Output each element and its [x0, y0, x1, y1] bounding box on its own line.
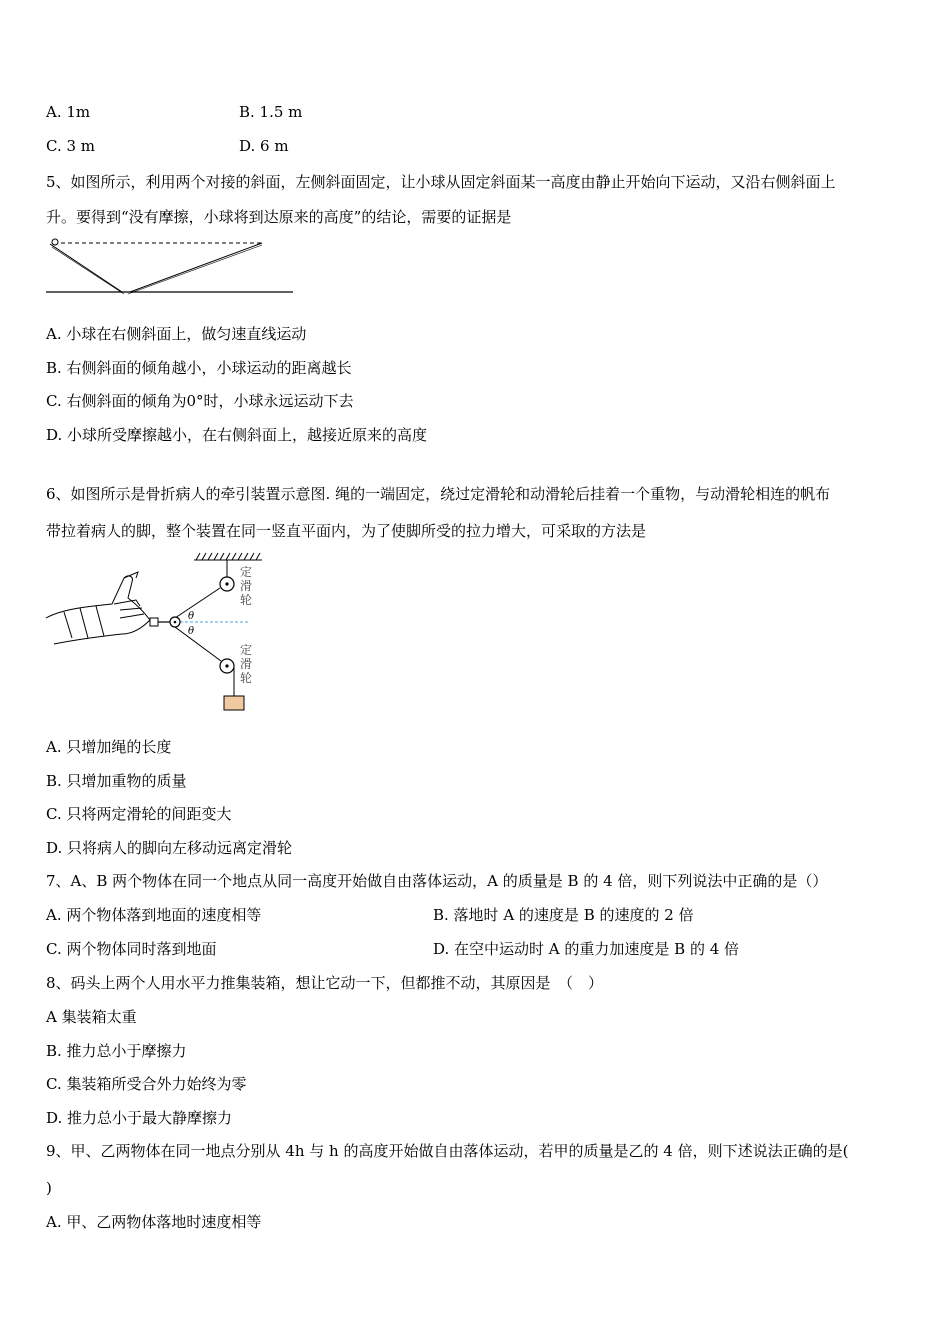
q6-option-b: B. 只增加重物的质量: [46, 772, 187, 790]
q8-stem: 8、码头上两个人用水平力推集装箱，想让它动一下，但都推不动，其原因是 （ ）: [46, 974, 604, 992]
q8-option-a: A 集装箱太重: [46, 1008, 137, 1026]
q7-option-c: C. 两个物体同时落到地面: [46, 940, 217, 958]
q5-option-b: B. 右侧斜面的倾角越小，小球运动的距离越长: [46, 359, 352, 377]
q9-stem-line1: 9、甲、乙两物体在同一地点分别从 4h 与 h 的高度开始做自由落体运动，若甲的质量是乙的 4 倍，则下述说法正确的是(: [46, 1142, 849, 1160]
q8-option-c: C. 集装箱所受合外力始终为零: [46, 1075, 247, 1093]
q5-ball: [52, 239, 58, 245]
q7-option-b: B. 落地时 A 的速度是 B 的速度的 2 倍: [433, 906, 694, 924]
q5-stem-line1: 5、如图所示，利用两个对接的斜面，左侧斜面固定，让小球从固定斜面某一高度由静止开始向下运动，又沿右侧斜面上: [46, 173, 836, 191]
q8-option-b: B. 推力总小于摩擦力: [46, 1042, 187, 1060]
q7-option-d: D. 在空中运动时 A 的重力加速度是 B 的 4 倍: [433, 940, 740, 958]
q6-upper-pulley-label-2: 滑: [240, 579, 253, 593]
q6-option-c: C. 只将两定滑轮的间距变大: [46, 805, 232, 823]
q5-option-c: C. 右侧斜面的倾角为0°时，小球永远运动下去: [46, 392, 354, 410]
q4-option-d: D. 6 m: [239, 137, 289, 155]
q6-option-d: D. 只将病人的脚向左移动远离定滑轮: [46, 839, 293, 857]
q9-option-a: A. 甲、乙两物体落地时速度相等: [46, 1213, 262, 1231]
q5-incline-figure: [40, 234, 300, 298]
q4-option-a: A. 1m: [46, 103, 91, 121]
q4-option-c: C. 3 m: [46, 137, 96, 155]
q6-lower-pulley-label-3: 轮: [240, 671, 253, 685]
q7-stem: 7、A、B 两个物体在同一个地点从同一高度开始做自由落体运动，A 的质量是 B 的 4 倍，则下列说法中正确的是（）: [46, 872, 828, 890]
q6-ceiling: [194, 553, 262, 560]
q5-option-a: A. 小球在右侧斜面上，做匀速直线运动: [46, 325, 307, 343]
q6-upper-pulley-label-1: 定: [240, 565, 253, 579]
q6-traction-figure: [44, 548, 274, 718]
q6-theta-upper: θ: [188, 611, 195, 622]
q5-stem-line2: 升。要得到“没有摩擦，小球将到达原来的高度”的结论，需要的证据是: [46, 208, 512, 226]
q5-right-incline: [130, 243, 262, 292]
q6-upper-pulley-label-3: 轮: [240, 593, 253, 607]
q6-option-a: A. 只增加绳的长度: [46, 738, 172, 756]
q8-option-d: D. 推力总小于最大静摩擦力: [46, 1109, 233, 1127]
q5-option-d: D. 小球所受摩擦越小，在右侧斜面上，越接近原来的高度: [46, 426, 428, 444]
q7-option-a: A. 两个物体落到地面的速度相等: [46, 906, 262, 924]
q9-stem-line2: ): [46, 1179, 52, 1197]
q5-left-incline-inner: [52, 247, 124, 294]
q6-weight: [224, 696, 244, 710]
q4-option-b: B. 1.5 m: [239, 103, 303, 121]
q6-lower-pulley-label-1: 定: [240, 643, 253, 657]
q5-right-incline-inner: [128, 245, 262, 294]
q6-stem-line1: 6、如图所示是骨折病人的牵引装置示意图. 绳的一端固定，绕过定滑轮和动滑轮后挂着一个重物，与动滑轮相连的帆布: [46, 485, 831, 503]
q6-stem-line2: 带拉着病人的脚，整个装置在同一竖直平面内，为了使脚所受的拉力增大，可采取的方法是: [46, 522, 647, 540]
q6-lower-pulley-label-2: 滑: [240, 657, 253, 671]
q5-left-incline: [50, 244, 122, 292]
q6-patient-foot: [46, 572, 150, 644]
q6-theta-lower: θ: [188, 626, 195, 637]
